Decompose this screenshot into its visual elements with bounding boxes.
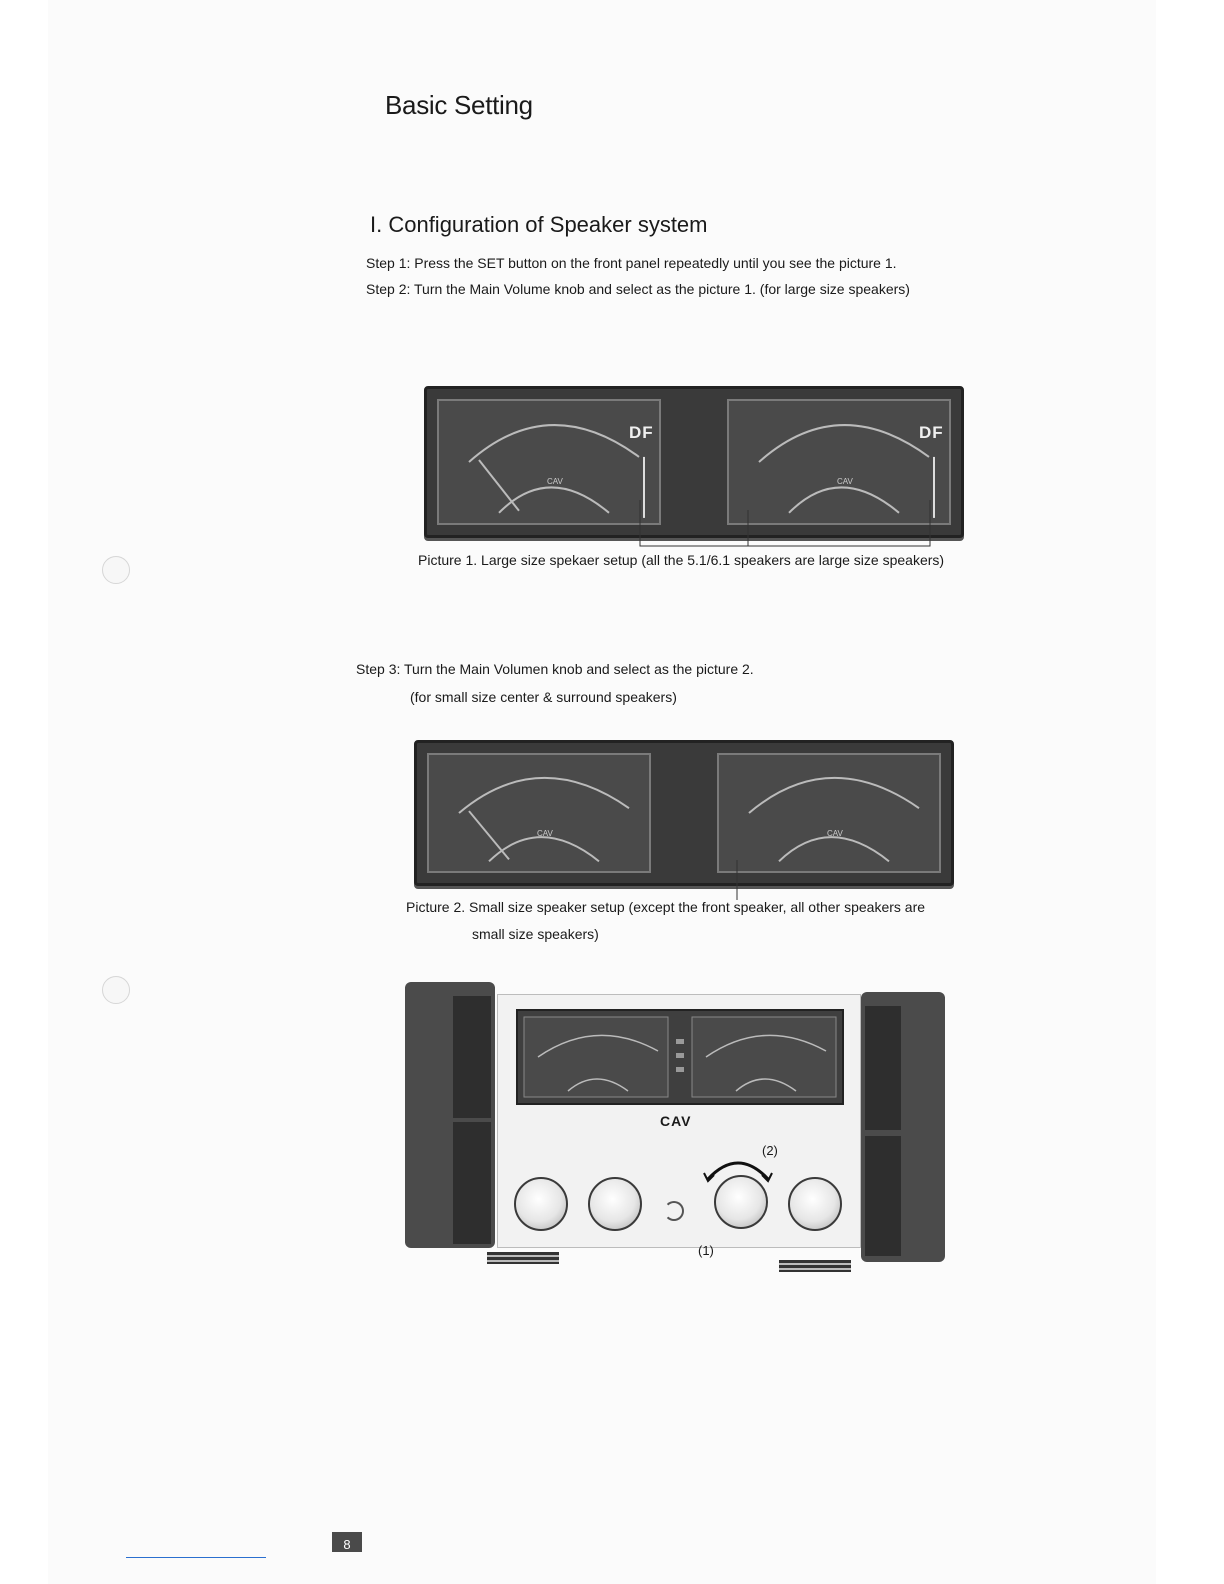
amp-meter-window — [516, 1009, 844, 1105]
left-foot — [487, 1252, 559, 1264]
amp-knob — [788, 1177, 842, 1231]
step-2-text: Step 2: Turn the Main Volume knob and select as the picture 1. (for large size speakers) — [366, 281, 910, 297]
left-speaker-column — [405, 982, 495, 1248]
speaker-grill — [453, 1122, 491, 1244]
picture-2-left-brand: CAV — [537, 829, 553, 838]
page-number: 8 — [332, 1532, 362, 1552]
amp-brand-logo: CAV — [660, 1113, 692, 1129]
step-3-note: (for small size center & surround speakers) — [410, 689, 677, 705]
picture-1-right-df-indicator: DF — [919, 423, 944, 442]
right-speaker-column — [861, 992, 945, 1262]
picture-2-caption-line-2: small size speakers) — [472, 926, 599, 942]
speaker-grill — [865, 1006, 901, 1130]
picture-2-right-meter — [717, 753, 941, 873]
picture-2-left-meter — [427, 753, 651, 873]
right-foot — [779, 1260, 851, 1272]
picture-2-callout-line — [734, 860, 740, 900]
picture-2-meter-panel — [414, 740, 954, 886]
amp-knob — [588, 1177, 642, 1231]
punch-hole-upper — [102, 556, 130, 584]
picture-1-left-brand: CAV — [547, 477, 563, 486]
speaker-grill — [453, 996, 491, 1118]
picture-1-left-df-indicator: DF — [629, 423, 654, 442]
step-3-text: Step 3: Turn the Main Volumen knob and select as the picture 2. — [356, 661, 754, 677]
callout-press-label: (1) — [698, 1243, 714, 1258]
footer-rule — [126, 1557, 266, 1558]
picture-1-caption: Picture 1. Large size spekaer setup (all the 5.1/6.1 speakers are large size speakers) — [418, 552, 945, 568]
amp-knob — [514, 1177, 568, 1231]
picture-3-amplifier — [405, 980, 945, 1270]
picture-1-callout-lines — [600, 500, 960, 560]
section-heading: I. Configuration of Speaker system — [370, 212, 708, 237]
punch-hole-lower — [102, 976, 130, 1004]
speaker-grill — [865, 1136, 901, 1256]
picture-2-right-brand: CAV — [827, 829, 843, 838]
picture-1-right-brand: CAV — [837, 477, 853, 486]
callout-turn-label: (2) — [762, 1143, 778, 1158]
amplifier-face-plate — [497, 994, 861, 1258]
page-title: Basic Setting — [385, 90, 533, 120]
step-1-text: Step 1: Press the SET button on the front panel repeatedly until you see the picture 1. — [366, 255, 897, 271]
picture-2-caption-line-1: Picture 2. Small size speaker setup (except the front speaker, all other speakers are — [406, 899, 926, 915]
amp-small-knob — [664, 1201, 684, 1221]
